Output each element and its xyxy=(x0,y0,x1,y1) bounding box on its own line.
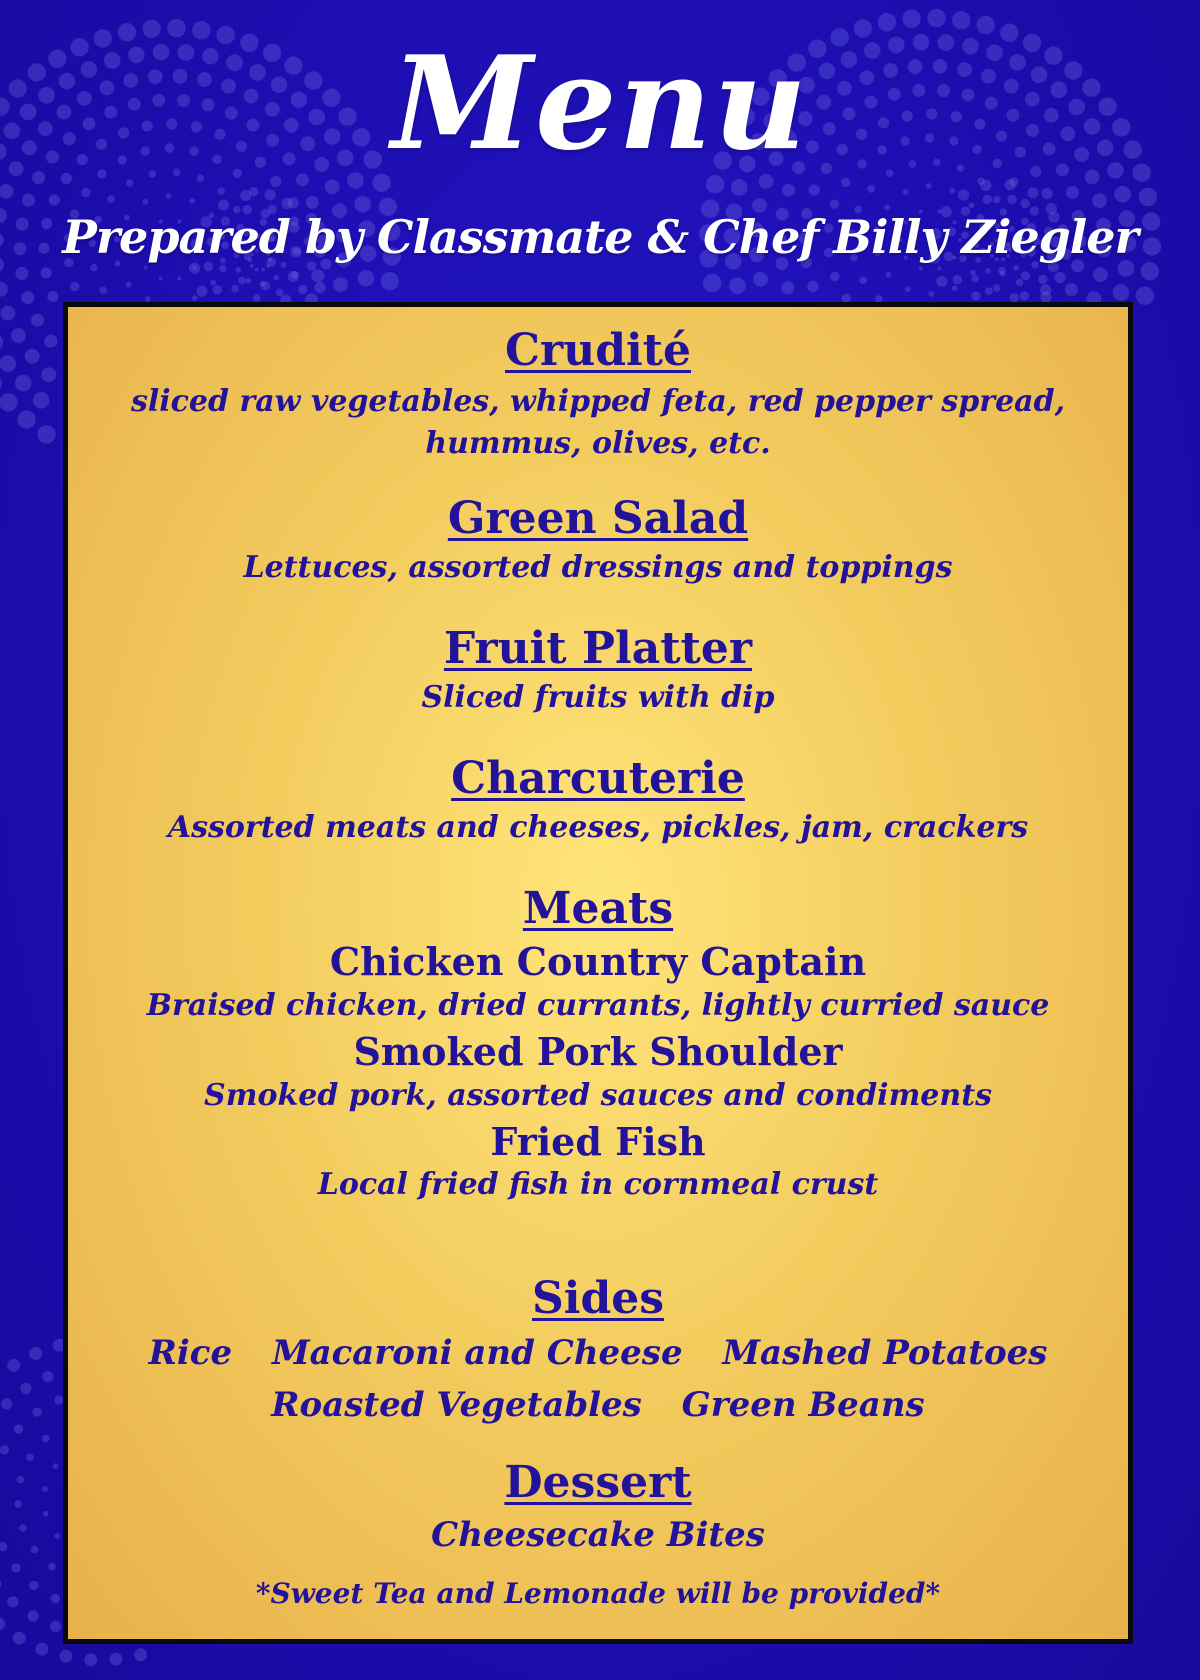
decorative-dot xyxy=(142,20,160,38)
decorative-dot xyxy=(1020,199,1029,208)
decorative-dot xyxy=(1093,267,1108,282)
decorative-dot xyxy=(311,269,324,282)
decorative-dot xyxy=(296,173,309,186)
decorative-dot xyxy=(809,185,820,196)
decorative-dot xyxy=(0,306,15,321)
decorative-dot xyxy=(1042,188,1053,199)
decorative-dot xyxy=(902,10,920,28)
decorative-dot xyxy=(980,180,991,191)
decorative-dot xyxy=(1054,272,1065,283)
decorative-dot xyxy=(49,195,60,206)
decorative-dot xyxy=(43,1511,49,1517)
decorative-dot xyxy=(1020,291,1029,300)
decorative-dot xyxy=(99,287,107,295)
decorative-dot xyxy=(27,1611,38,1622)
decorative-dot xyxy=(969,202,975,208)
decorative-dot xyxy=(15,267,28,280)
section-description-green-salad: Lettuces, assorted dressings and toppings xyxy=(243,550,953,586)
decorative-dot xyxy=(1139,188,1157,206)
decorative-dot xyxy=(867,185,875,193)
decorative-dot xyxy=(41,267,52,278)
decorative-dot xyxy=(970,270,976,276)
decorative-dot xyxy=(47,291,58,302)
decorative-dot xyxy=(1016,279,1024,287)
decorative-dot xyxy=(830,200,839,209)
decorative-dot xyxy=(1021,271,1030,280)
decorative-dot xyxy=(29,1347,42,1360)
section-heading-meats: Meats xyxy=(522,883,674,934)
decorative-dot xyxy=(245,278,251,284)
decorative-dot xyxy=(17,410,35,428)
decorative-dot xyxy=(325,180,340,195)
decorative-dot xyxy=(26,1453,34,1461)
decorative-dot xyxy=(0,393,18,411)
decorative-dot xyxy=(192,295,198,301)
decorative-dot xyxy=(347,172,364,189)
decorative-dot xyxy=(0,1542,7,1551)
decorative-dot xyxy=(937,267,941,271)
decorative-dot xyxy=(90,264,98,272)
decorative-dot xyxy=(126,282,132,288)
decorative-dot xyxy=(807,281,818,292)
decorative-dot xyxy=(1141,262,1159,280)
decorative-dot xyxy=(14,1424,23,1433)
decorative-dot xyxy=(1085,170,1100,185)
decorative-dot xyxy=(983,195,992,204)
sides-row xyxy=(68,1327,1128,1379)
decorative-dot xyxy=(231,285,239,293)
decorative-dot xyxy=(118,23,136,41)
decorative-dot xyxy=(903,189,909,195)
sides-row xyxy=(68,1379,1128,1431)
section-crudite xyxy=(68,327,1128,465)
side-item: Rice xyxy=(148,1333,233,1374)
decorative-dot xyxy=(42,1371,53,1382)
decorative-dot xyxy=(971,291,980,300)
side-item: Green Beans xyxy=(681,1385,925,1426)
decorative-dot xyxy=(233,169,242,178)
menu-panel xyxy=(63,302,1133,1644)
decorative-dot xyxy=(37,425,55,443)
decorative-dot xyxy=(993,196,1001,204)
decorative-dot xyxy=(177,277,181,281)
decorative-dot xyxy=(1027,187,1038,198)
decorative-dot xyxy=(166,193,172,199)
decorative-dot xyxy=(333,277,348,292)
meat-item-name: Smoked Pork Shoulder xyxy=(353,1028,843,1074)
section-description-crudite: sliced raw vegetables, whipped feta, red pepper spread, hummus, olives, etc. xyxy=(130,384,1066,462)
decorative-dot xyxy=(1114,186,1131,203)
decorative-dot xyxy=(985,287,993,295)
decorative-dot xyxy=(21,291,34,304)
decorative-dot xyxy=(50,1621,61,1632)
section-fruit-platter xyxy=(68,625,1128,719)
decorative-dot xyxy=(928,291,934,297)
decorative-dot xyxy=(31,1546,39,1554)
decorative-dot xyxy=(952,285,958,291)
decorative-dot xyxy=(7,1596,18,1607)
decorative-dot xyxy=(210,280,216,286)
decorative-dot xyxy=(1008,195,1017,204)
decorative-dot xyxy=(936,276,947,287)
decorative-dot xyxy=(977,16,995,34)
decorative-dot xyxy=(291,271,299,279)
decorative-dot xyxy=(217,187,225,195)
decorative-dot xyxy=(31,314,44,327)
decorative-dot xyxy=(919,267,923,271)
decorative-dot xyxy=(25,349,40,364)
decorative-dot xyxy=(44,335,57,348)
decorative-dot xyxy=(270,176,281,187)
decorative-dot xyxy=(358,270,375,287)
decorative-dot xyxy=(854,19,872,37)
decorative-dot xyxy=(265,189,276,200)
decorative-dot xyxy=(32,171,45,184)
decorative-dot xyxy=(7,1359,20,1372)
decorative-dot xyxy=(926,183,932,189)
decorative-dot xyxy=(11,1563,20,1572)
decorative-dot xyxy=(192,21,210,39)
decorative-dot xyxy=(753,272,768,287)
decorative-dot xyxy=(952,11,970,29)
decorative-dot xyxy=(33,392,50,409)
decorative-dot xyxy=(1136,287,1154,305)
meat-item-description: Braised chicken, dried currants, lightly curried sauce xyxy=(146,987,1050,1023)
decorative-dot xyxy=(189,263,200,274)
meat-item-name: Fried Fish xyxy=(490,1118,706,1164)
decorative-dot xyxy=(35,1643,48,1656)
decorative-dot xyxy=(0,1445,9,1454)
decorative-dot xyxy=(886,272,892,278)
decorative-dot xyxy=(134,1648,147,1661)
decorative-dot xyxy=(266,264,270,268)
decorative-dot xyxy=(0,374,2,392)
decorative-dot xyxy=(830,272,839,281)
decorative-dot xyxy=(971,275,979,283)
decorative-dot xyxy=(1,1398,12,1409)
decorative-dot xyxy=(149,170,157,178)
decorative-dot xyxy=(173,169,181,177)
decorative-dot xyxy=(235,267,241,273)
decorative-dot xyxy=(1066,186,1079,199)
decorative-dot xyxy=(859,277,867,285)
decorative-dot xyxy=(238,277,246,285)
section-heading-dessert: Dessert xyxy=(504,1457,692,1508)
decorative-dot xyxy=(61,173,72,184)
decorative-dot xyxy=(84,1653,97,1666)
side-item: Roasted Vegetables xyxy=(271,1385,642,1426)
decorative-dot xyxy=(1065,283,1078,296)
footer-note-text: *Sweet Tea and Lemonade will be provided* xyxy=(255,1577,941,1610)
decorative-dot xyxy=(1038,275,1047,284)
decorative-dot xyxy=(48,1563,56,1571)
decorative-dot xyxy=(781,281,794,294)
decorative-dot xyxy=(949,188,955,194)
decorative-dot xyxy=(32,1408,41,1417)
decorative-dot xyxy=(287,197,298,208)
section-charcuterie xyxy=(68,755,1128,849)
decorative-dot xyxy=(219,265,227,273)
decorative-dot xyxy=(841,178,850,187)
section-sides xyxy=(68,1275,1128,1431)
decorative-dot xyxy=(29,1581,38,1590)
section-green-salad xyxy=(68,495,1128,589)
decorative-dot xyxy=(314,282,325,293)
decorative-dot xyxy=(189,198,195,204)
section-heading-sides: Sides xyxy=(531,1273,665,1324)
side-item: Mashed Potatoes xyxy=(722,1333,1048,1374)
decorative-dot xyxy=(97,169,106,178)
decorative-dot xyxy=(273,275,279,281)
decorative-dot xyxy=(42,1435,50,1443)
decorative-dot xyxy=(41,367,56,382)
meat-item-description: Smoked pork, assorted sauces and condiments xyxy=(204,1077,992,1113)
decorative-dot xyxy=(14,1500,22,1508)
decorative-dot xyxy=(703,274,721,292)
decorative-dot xyxy=(159,277,163,281)
meat-item-description: Local fried fish in cornmeal crust xyxy=(317,1167,879,1203)
decorative-dot xyxy=(20,1383,31,1394)
decorative-dot xyxy=(953,275,962,284)
decorative-dot xyxy=(255,268,259,272)
decorative-dot xyxy=(1113,284,1130,301)
decorative-dot xyxy=(886,169,894,177)
decorative-dot xyxy=(54,1533,60,1539)
decorative-dot xyxy=(22,194,35,207)
section-description-fruit-platter: Sliced fruits with dip xyxy=(421,680,775,716)
section-description-charcuterie: Assorted meats and cheeses, pickles, jam, crackers xyxy=(167,810,1029,846)
decorative-dot xyxy=(213,285,222,294)
section-meats xyxy=(68,885,1128,1206)
footer-note xyxy=(68,1577,1128,1611)
decorative-dot xyxy=(81,188,90,197)
decorative-dot xyxy=(0,282,8,297)
decorative-dot xyxy=(1092,193,1107,208)
decorative-dot xyxy=(13,1632,26,1645)
decorative-dot xyxy=(107,195,115,203)
decorative-dot xyxy=(240,190,251,201)
decorative-dot xyxy=(126,179,134,187)
decorative-dot xyxy=(0,355,16,372)
decorative-dot xyxy=(1005,179,1016,190)
decorative-dot xyxy=(15,375,32,392)
decorative-dot xyxy=(1013,265,1019,271)
section-heading-fruit-platter: Fruit Platter xyxy=(443,623,753,674)
decorative-dot xyxy=(260,281,266,287)
section-dessert xyxy=(68,1459,1128,1556)
decorative-dot xyxy=(51,1594,60,1603)
decorative-dot xyxy=(167,19,185,37)
section-heading-crudite: Crudité xyxy=(505,325,691,376)
dessert-item: Cheesecake Bites xyxy=(431,1515,765,1556)
decorative-dot xyxy=(381,272,399,290)
decorative-dot xyxy=(42,1486,48,1492)
menu-title: Menu xyxy=(391,29,809,179)
decorative-dot xyxy=(0,1617,5,1630)
decorative-dot xyxy=(253,294,261,302)
side-item: Macaroni and Cheese xyxy=(271,1333,683,1374)
decorative-dot xyxy=(958,189,969,200)
decorative-dot xyxy=(927,9,945,27)
decorative-dot xyxy=(0,1579,1,1590)
menu-subtitle: Prepared by Classmate & Chef Billy Ziegler xyxy=(62,210,1138,264)
decorative-dot xyxy=(372,174,390,192)
decorative-dot xyxy=(1010,293,1019,302)
decorative-dot xyxy=(70,282,79,291)
decorative-dot xyxy=(261,268,265,272)
decorative-dot xyxy=(905,286,911,292)
section-heading-charcuterie: Charcuterie xyxy=(451,753,745,804)
decorative-dot xyxy=(143,199,149,205)
decorative-dot xyxy=(196,286,207,297)
decorative-dot xyxy=(59,1650,72,1663)
decorative-dot xyxy=(144,266,148,270)
decorative-dot xyxy=(197,174,205,182)
decorative-dot xyxy=(19,1524,27,1532)
decorative-dot xyxy=(731,179,748,196)
decorative-dot xyxy=(53,1463,59,1469)
decorative-dot xyxy=(985,268,991,274)
decorative-dot xyxy=(17,1476,25,1484)
decorative-dot xyxy=(109,1653,122,1666)
decorative-dot xyxy=(0,334,3,351)
decorative-dot xyxy=(729,278,746,295)
meat-item-name: Chicken Country Captain xyxy=(329,939,867,985)
decorative-dot xyxy=(306,196,319,209)
section-heading-green-salad: Green Salad xyxy=(447,493,749,544)
decorative-dot xyxy=(993,284,1001,292)
decorative-dot xyxy=(276,289,284,297)
decorative-dot xyxy=(878,13,896,31)
decorative-dot xyxy=(250,264,254,268)
decorative-dot xyxy=(0,184,14,199)
decorative-dot xyxy=(298,285,307,294)
decorative-dot xyxy=(782,184,795,197)
decorative-dot xyxy=(1000,271,1006,277)
decorative-dot xyxy=(218,199,229,210)
decorative-dot xyxy=(11,328,26,343)
